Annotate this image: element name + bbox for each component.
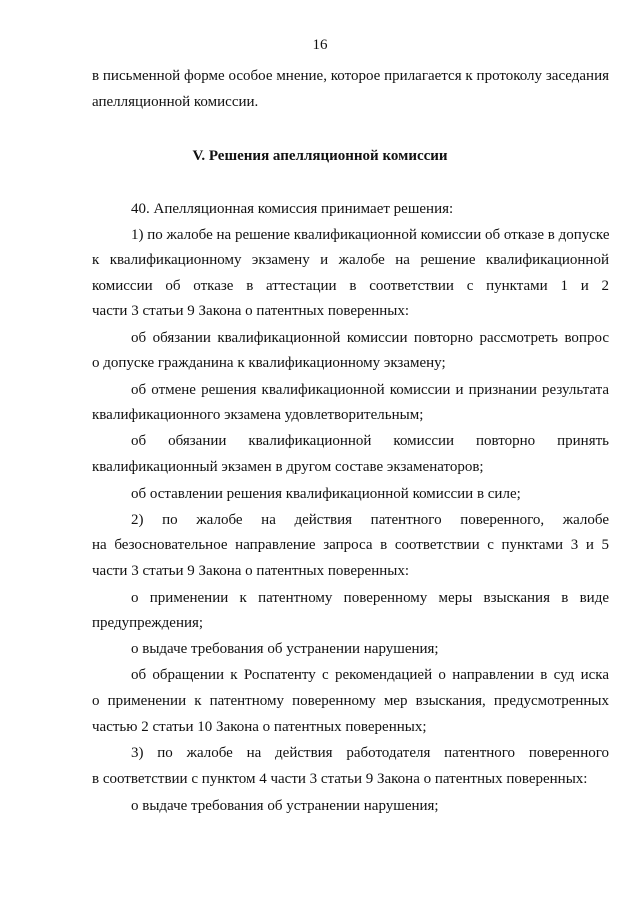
- text-line: 3) по жалобе на действия работодателя патентного поверенного: [131, 745, 609, 761]
- text-line: о применении к патентному поверенному мер взыскания, предусмотренных: [92, 693, 609, 709]
- text-line: на безосновательное направление запроса в соответствии с пунктами 3 и 5: [92, 537, 609, 553]
- text-line: к квалификационному экзамену и жалобе на решение квалификационной: [92, 252, 609, 268]
- text-line: 1) по жалобе на решение квалификационной комиссии об отказе в допуске: [131, 227, 610, 243]
- text-line: апелляционной комиссии.: [92, 94, 259, 110]
- page-number: 16: [312, 37, 328, 53]
- text-line: части 3 статьи 9 Закона о патентных поверенных:: [92, 563, 409, 579]
- text-line: квалификационный экзамен в другом составе экзаменаторов;: [92, 459, 484, 475]
- text-line: в соответствии с пунктом 4 части 3 статьи 9 Закона о патентных поверенных:: [92, 771, 588, 787]
- text-line: о применении к патентному поверенному меры взыскания в виде: [131, 590, 609, 606]
- text-line: о выдаче требования об устранении нарушения;: [131, 641, 439, 657]
- text-line: об отмене решения квалификационной комиссии и признании результата: [131, 382, 609, 398]
- text-line: о выдаче требования об устранении нарушения;: [131, 798, 439, 814]
- text-line: предупреждения;: [92, 615, 204, 631]
- text-line: комиссии об отказе в аттестации в соответствии с пунктами 1 и 2: [92, 278, 609, 294]
- text-line: 40. Апелляционная комиссия принимает решения:: [131, 201, 454, 217]
- text-line: частью 2 статьи 10 Закона о патентных поверенных;: [92, 719, 427, 735]
- text-line: 2) по жалобе на действия патентного поверенного, жалобе: [131, 512, 609, 528]
- text-line: об обязании квалификационной комиссии повторно рассмотреть вопрос: [131, 330, 609, 346]
- section-title: V. Решения апелляционной комиссии: [192, 148, 448, 164]
- text-line: об обращении к Роспатенту с рекомендацией о направлении в суд иска: [131, 667, 609, 683]
- text-line: об обязании квалификационной комиссии повторно принять: [131, 433, 609, 449]
- text-line: о допуске гражданина к квалификационному экзамену;: [92, 355, 446, 371]
- text-line: об оставлении решения квалификационной комиссии в силе;: [131, 486, 521, 502]
- text-line: части 3 статьи 9 Закона о патентных поверенных:: [92, 303, 409, 319]
- text-line: квалификационного экзамена удовлетворительным;: [92, 407, 424, 423]
- text-line: в письменной форме особое мнение, которое прилагается к протоколу заседания: [92, 68, 609, 84]
